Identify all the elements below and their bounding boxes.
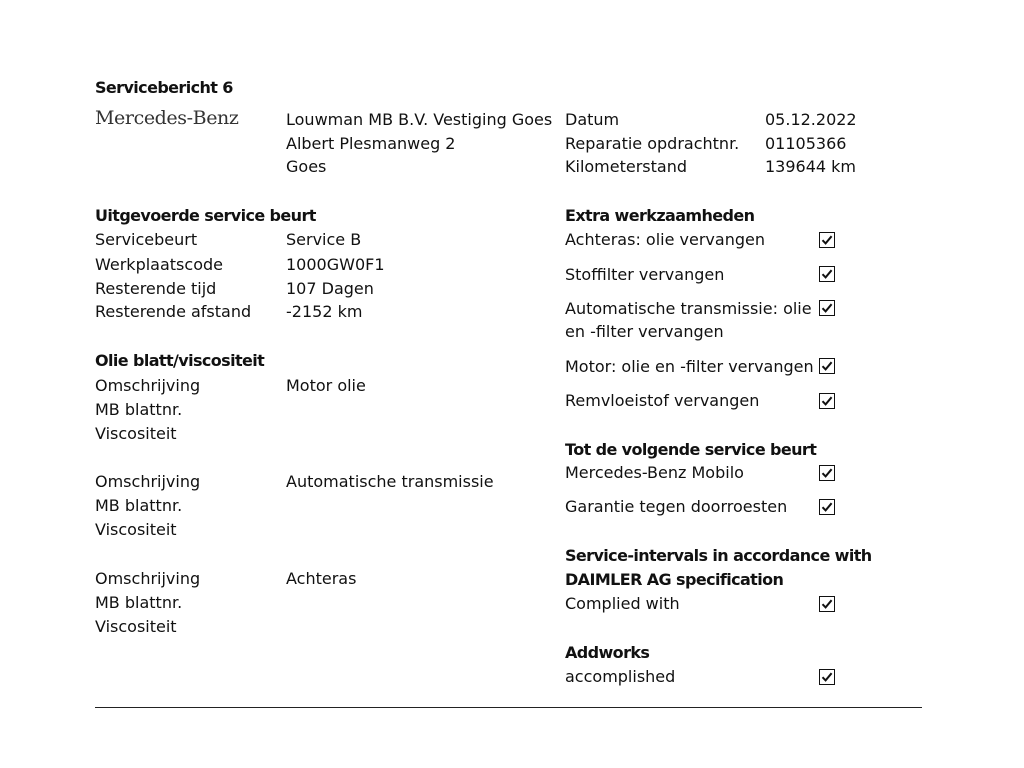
oil-description: Automatische transmissie bbox=[286, 472, 494, 491]
extra-item-label: Motor: olie en -filter vervangen bbox=[565, 357, 814, 376]
checkmark-icon bbox=[821, 467, 833, 479]
extra-item-checkbox[interactable] bbox=[819, 393, 835, 409]
intervals-item-checkbox[interactable] bbox=[819, 596, 835, 612]
checkmark-icon bbox=[821, 268, 833, 280]
dealer-name: Louwman MB B.V. Vestiging Goes bbox=[286, 110, 553, 129]
service-value: 107 Dagen bbox=[286, 279, 374, 298]
extra-item-label-line2: en -filter vervangen bbox=[565, 322, 724, 341]
checkmark-icon bbox=[821, 671, 833, 683]
service-label: Werkplaatscode bbox=[95, 255, 223, 274]
service-label: Resterende afstand bbox=[95, 302, 252, 321]
next-item-label: Mercedes-Benz Mobilo bbox=[565, 463, 744, 482]
service-value: Service B bbox=[286, 230, 362, 249]
extra-item-label: Remvloeistof vervangen bbox=[565, 391, 760, 410]
oil-label-partnr: MB blattnr. bbox=[95, 496, 183, 515]
oil-label-description: Omschrijving bbox=[95, 569, 201, 588]
checkmark-icon bbox=[821, 598, 833, 610]
checkmark-icon bbox=[821, 234, 833, 246]
checkmark-icon bbox=[821, 302, 833, 314]
service-label: Resterende tijd bbox=[95, 279, 217, 298]
service-heading: Uitgevoerde service beurt bbox=[95, 206, 316, 225]
oil-heading: Olie blatt/viscositeit bbox=[95, 351, 265, 370]
addworks-heading: Addworks bbox=[565, 643, 650, 662]
dealer-city: Goes bbox=[286, 157, 327, 176]
meta-value-date: 05.12.2022 bbox=[765, 110, 857, 129]
oil-description: Achteras bbox=[286, 569, 357, 588]
extra-item-checkbox[interactable] bbox=[819, 358, 835, 374]
document-title: Servicebericht 6 bbox=[95, 78, 233, 97]
next-item-checkbox[interactable] bbox=[819, 465, 835, 481]
service-value: -2152 km bbox=[286, 302, 363, 321]
oil-label-description: Omschrijving bbox=[95, 472, 201, 491]
bottom-divider bbox=[95, 707, 922, 708]
oil-label-viscosity: Viscositeit bbox=[95, 520, 177, 539]
extra-item-checkbox[interactable] bbox=[819, 266, 835, 282]
dealer-street: Albert Plesmanweg 2 bbox=[286, 134, 456, 153]
oil-label-viscosity: Viscositeit bbox=[95, 617, 177, 636]
addworks-item-label: accomplished bbox=[565, 667, 676, 686]
checkmark-icon bbox=[821, 501, 833, 513]
addworks-item-checkbox[interactable] bbox=[819, 669, 835, 685]
checkmark-icon bbox=[821, 395, 833, 407]
oil-label-partnr: MB blattnr. bbox=[95, 593, 183, 612]
extra-item-label: Automatische transmissie: olie bbox=[565, 299, 812, 318]
oil-label-viscosity: Viscositeit bbox=[95, 424, 177, 443]
extra-item-label: Achteras: olie vervangen bbox=[565, 230, 765, 249]
checkmark-icon bbox=[821, 360, 833, 372]
oil-label-partnr: MB blattnr. bbox=[95, 400, 183, 419]
next-item-checkbox[interactable] bbox=[819, 499, 835, 515]
meta-label-date: Datum bbox=[565, 110, 620, 129]
extra-heading: Extra werkzaamheden bbox=[565, 206, 755, 225]
service-value: 1000GW0F1 bbox=[286, 255, 385, 274]
meta-label-order: Reparatie opdrachtnr. bbox=[565, 134, 740, 153]
oil-label-description: Omschrijving bbox=[95, 376, 201, 395]
extra-item-checkbox[interactable] bbox=[819, 300, 835, 316]
extra-item-label: Stoffilter vervangen bbox=[565, 265, 725, 284]
service-label: Servicebeurt bbox=[95, 230, 198, 249]
meta-value-order: 01105366 bbox=[765, 134, 847, 153]
meta-value-mileage: 139644 km bbox=[765, 157, 857, 176]
next-item-label: Garantie tegen doorroesten bbox=[565, 497, 788, 516]
meta-label-mileage: Kilometerstand bbox=[565, 157, 688, 176]
intervals-item-label: Complied with bbox=[565, 594, 680, 613]
intervals-heading: Service-intervals in accordance with bbox=[565, 546, 872, 565]
oil-description: Motor olie bbox=[286, 376, 366, 395]
brand-logo: Mercedes-Benz bbox=[95, 107, 239, 129]
next-heading: Tot de volgende service beurt bbox=[565, 440, 817, 459]
intervals-heading-line2: DAIMLER AG specification bbox=[565, 570, 784, 589]
extra-item-checkbox[interactable] bbox=[819, 232, 835, 248]
